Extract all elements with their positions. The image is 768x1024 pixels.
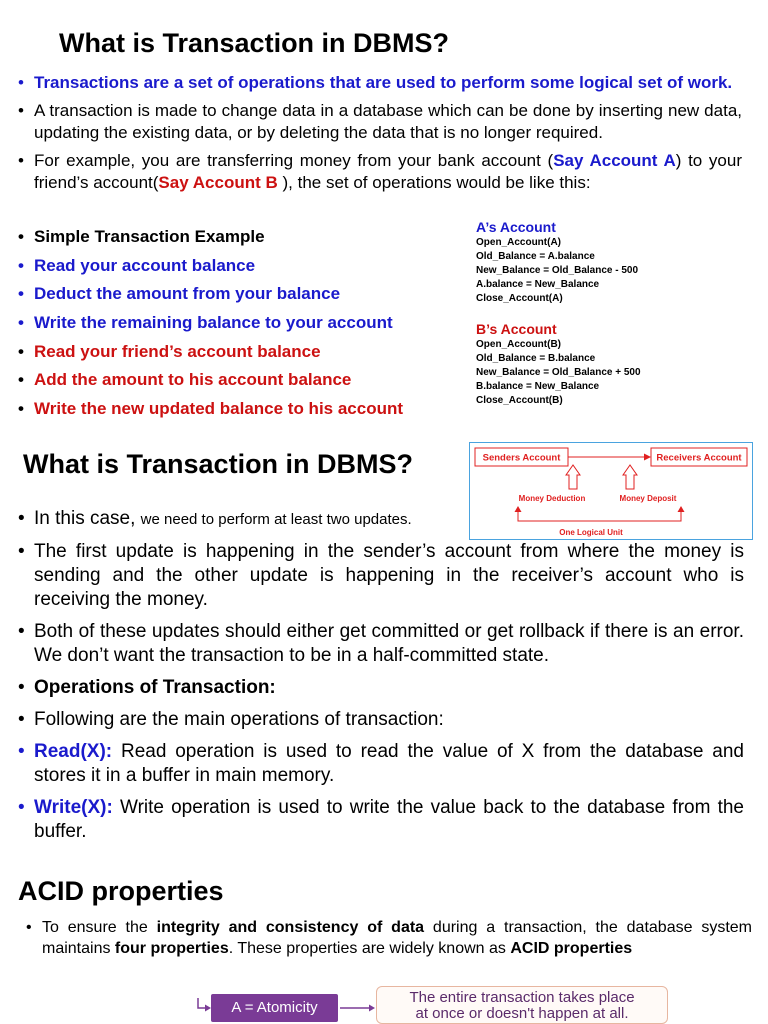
operations-heading-text: Operations of Transaction: <box>34 677 276 698</box>
account-a-heading: A’s Account <box>476 219 556 235</box>
account-a-line: Close_Account(A) <box>476 293 563 304</box>
deposit-label: Money Deposit <box>619 494 677 503</box>
sender-label: Senders Account <box>482 452 561 464</box>
slide-title-1: What is Transaction in DBMS? <box>59 28 450 58</box>
atomicity-desc-line-1: The entire transaction takes place <box>409 989 635 1006</box>
account-b-line: Open_Account(B) <box>476 339 561 350</box>
first-update-bullet: • The first update is happening in the sender’s account from where the money is sending and the other update is happening in the receiver’s account who is receiving the money. <box>18 540 744 612</box>
account-a-line: Old_Balance = A.balance <box>476 251 595 262</box>
account-a-label: Say Account A <box>553 151 676 170</box>
account-b-code <box>476 320 641 408</box>
read-op-bullet <box>18 740 744 788</box>
case-bullet <box>18 507 744 532</box>
case-bullet-small: we need to perform at least two updates. <box>140 511 412 528</box>
unit-label: One Logical Unit <box>559 528 623 537</box>
operations-intro: • Following are the main operations of transaction: <box>18 708 744 732</box>
acid-text-pre: To ensure the <box>42 919 157 936</box>
slide-title-2: What is Transaction in DBMS? <box>23 449 414 479</box>
deduction-label: Money Deduction <box>518 494 586 503</box>
write-op-text: Write operation is used to write the value back to the database from the buffer. <box>34 797 744 842</box>
read-op-label: Read(X): <box>34 741 113 762</box>
intro-list <box>18 72 742 200</box>
intro-bullet-3-pre: For example, you are transferring money from your bank account ( <box>34 151 554 170</box>
atomicity-description <box>376 986 668 1024</box>
receiver-label: Receivers Account <box>656 452 742 464</box>
account-b-line: Close_Account(B) <box>476 395 563 406</box>
account-b-label: Say Account B <box>158 173 278 192</box>
transfer-arrowhead <box>644 454 651 461</box>
atomicity-box: A = Atomicity <box>211 994 338 1022</box>
account-b-heading: B’s Account <box>476 321 557 337</box>
case-bullet-pre: In this case, <box>34 508 141 529</box>
acid-text-bold-2: four properties <box>114 940 229 957</box>
account-b-line: B.balance = New_Balance <box>476 381 600 392</box>
step-1: • Read your account balance <box>18 255 448 284</box>
acid-bullet <box>26 917 752 959</box>
intro-bullet-3 <box>18 150 742 194</box>
acid-list <box>26 917 752 959</box>
account-a-line: New_Balance = Old_Balance - 500 <box>476 265 639 276</box>
acid-text-bold-3: ACID properties <box>510 940 633 957</box>
intro-bullet-1-text: Transactions are a set of operations that are used to perform some logical set of work. <box>34 73 733 92</box>
operations-heading <box>18 676 744 700</box>
account-a-code <box>476 218 638 306</box>
intro-bullet-3-post: ), the set of operations would be like this: <box>277 173 591 192</box>
read-op-text: Read operation is used to read the value of X from the database and stores it in a buffer in main memory. <box>34 741 744 786</box>
slide-title-3: ACID properties <box>18 876 224 906</box>
intro-bullet-1 <box>18 72 742 94</box>
deduction-up-arrow <box>566 465 580 489</box>
step-2: • Deduct the amount from your balance <box>18 283 448 312</box>
deposit-up-arrow <box>623 465 637 489</box>
acid-text-mid-2: . These properties are widely known as <box>228 940 511 957</box>
account-b-line: Old_Balance = B.balance <box>476 353 596 364</box>
step-3: • Write the remaining balance to your account <box>18 312 448 341</box>
steps-heading: • Simple Transaction Example <box>18 226 448 255</box>
acid-text-mid: during a transaction, the database system maintains <box>42 919 753 957</box>
account-b-line: New_Balance = Old_Balance + 500 <box>476 367 641 378</box>
acid-text-bold-1: integrity and consistency of data <box>156 919 425 936</box>
section2-list <box>18 507 744 852</box>
acid-right-arrowhead <box>369 1005 375 1012</box>
account-a-line: Open_Account(A) <box>476 237 561 248</box>
intro-bullet-2: • A transaction is made to change data in a database which can be done by inserting new data, updating the existing data, or by deleting the data that is no longer required. <box>18 100 742 144</box>
commit-bullet: • Both of these updates should either get committed or get rollback if there is an error. We don’t want the transaction to be in a half-committed state. <box>18 620 744 668</box>
step-6: • Write the new updated balance to his account <box>18 398 448 427</box>
account-a-line: A.balance = New_Balance <box>476 279 600 290</box>
atomicity-desc-line-2: at once or doesn't happen at all. <box>415 1005 629 1022</box>
step-5: • Add the amount to his account balance <box>18 369 448 398</box>
intro-bullet-3-mid: ) to your friend’s account( <box>34 151 742 192</box>
steps-list <box>18 226 448 427</box>
write-op-bullet <box>18 796 744 844</box>
write-op-label: Write(X): <box>34 797 113 818</box>
step-4: • Read your friend’s account balance <box>18 341 448 370</box>
